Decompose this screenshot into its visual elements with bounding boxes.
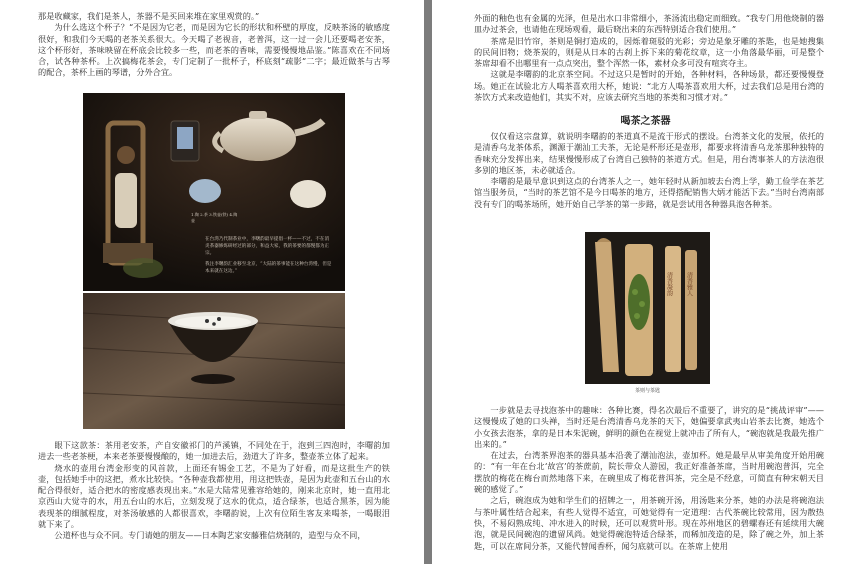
- bamboo-text-2: 清香雅人: [685, 272, 693, 296]
- photo-note: 1.陶 2.茶 3.铁壶(铁) 4.陶壶: [191, 212, 238, 223]
- photo-caption-line2: 我注李曙韵汇业移至北京，“大陆的茶事能在这种台湾慢，但是本来就在这边。”: [205, 262, 332, 274]
- blue-cup-icon: [189, 179, 221, 203]
- left-paragraph-top: 那是收藏家，我们是茶人，茶器不是买回来堆在家里观赏的。”: [38, 11, 260, 21]
- bamboo-photo-caption: 茶则与茶匙: [634, 388, 660, 394]
- bamboo-stick-icon: [685, 250, 697, 370]
- right-paragraph-1: 茶席是旧竹帘，茶则是铜打造成的，因烁着斑驳的光彩；旁边是象牙雕的茶匙，也是她搜集的民间旧物；烧茶炭的，则是从日本的古刹上拆下来的菊花纹章，这一小角落最华丽，可是整个茶席却看不出哪里有一点点突出，整个浑然一体，素材众多可没有喧宾夺主。: [474, 35, 824, 69]
- right-paragraph-6: 在过去，台湾茶界泡茶的器具基本沿袭了潮汕泡法，壶加杯。她是最早从审美角度开始用碗的：“有一年在台北‘故宫’的茶蔗前，院长带众人游园，我正好准备茶席，当时用碗泡普洱，完全摆放的梅花在梅台而然地落下来，在碗里成了梅花普洱茶，完全是不经意，可简直有种宋朝天目碗的感觉了。”: [474, 450, 824, 495]
- leaf-icon: [123, 258, 163, 278]
- right-paragraph-7: 之后，碗泡成为她和学生们的招牌之一，用茶碗开汤，用汤匙来分茶，她的办法是将碗泡法与茶叶属性结合起来，有些人觉得不适宜，可她觉得有一定道理：古代茶碗比较常用，因为散热快，不易闷熟成纯、冲水进入的时候，还可以观赏叶形。现在苏州地区的碧螺春还有延续用大碗泡，就是民间碗泡的遗留风尚。她觉得碗泡特适合绿茶，而稀加茂造的是，除了碗之外，加上茶匙，可以在席间分茶，又能代替闻香杯，闻匀底就可以。在茶席上使用: [474, 495, 824, 551]
- tea-bowl-photo: [83, 293, 345, 429]
- bamboo-utensils-photo: [585, 232, 710, 384]
- photo-caption: [205, 236, 333, 275]
- white-cup-icon: [290, 180, 326, 208]
- bamboo-spoon-icon: [665, 246, 681, 372]
- left-paragraph-3: 烧水的壶用台湾金形变的风首款，上面还有锡金工艺，不是为了好看，而是这批生产的铁壶，包括她手中的这把，煮水比较快。“各种壶我都使用，用这把铁壶，是因为此壶和五台山的水配合得很好，适合把水的密度感表现出来。”水是大陆常见雅容给她的，刚来北京时，她一直用北京西山大觉寺的水，用五台山的水后，立刻发现了这水的优点，适合绿茶，也适合黑茶，因为能表现茶的细腻程度，对茶汤敏感的人都很喜欢，李曙韵说，上次有位陌生客友来喝茶，一喝眼泪就下来了。: [38, 462, 390, 530]
- left-text-top: [38, 11, 390, 79]
- bamboo-text-1: 清香凝韵: [665, 272, 673, 296]
- photo-caption-line1: 在台湾乃代制茶业中，李曙韵最早提倡一杯——不过，不在消炎茶器修炼研经过的部分，和益大家，我的茶要的都慢都为正宗。: [205, 237, 330, 256]
- section-title: 喝茶之茶器: [620, 116, 671, 127]
- right-paragraph-4: 李曙韵是最早意识到这点的台湾茶人之一，她年轻时从新加坡去台湾上学，勤工俭学在茶艺馆当服务员，“当时的茶艺馆不是今日喝茶的地方，还得搭配销售大炳才能活下去。”当时台湾南部没有专门的喝茶场所，她开始自己学茶的第一步路，就是尝试用各种器具泡各种茶。: [474, 176, 824, 209]
- left-paragraph-4: 公道杯也与众不同。专门请她的朋友——日本陶艺家安藤雅信烧制的，造型与众不同，: [54, 530, 366, 541]
- right-text-bottom: [474, 405, 824, 552]
- page-gutter: [424, 0, 432, 564]
- tea-bowl-illustration: [83, 293, 345, 429]
- bamboo-utensils-illustration: [585, 232, 710, 384]
- left-paragraph-1: 为什么选这个杯子？“不是因为它老，而是因为它长的形状和杯壁的厚度，反映茶汤的敏感度很好，和我们今天喝的老茶关系很大。今天喝了老视音，老普洱，这一过一会儿还要喝老安茶，这个杯形好，茶味映留在杯底会比较多一些，而老茶的香味，需要慢慢地品鉴。”陈喜欢在不同场合，试各种茶杯。上次搞梅花茶会，专门定制了一批杯子，杯底刻“疏影”二字；最近做茶与古琴的配合，茶杯上画的琴谱，分外合宜。: [38, 22, 390, 78]
- left-paragraph-2: 眼下这款茶：茶用老安茶，产自安徽祁门的芦溪镇，不同处在于，泡到三四泡时，李曙韵加进去一些老茶梗，本来老茶要慢慢酿的，她一加进去后，劲道大了许多，整壶茶立体了起来。: [38, 440, 390, 462]
- teaware-photo: [83, 93, 345, 291]
- right-text-middle: [474, 131, 824, 210]
- right-paragraph-3: 仅仅看这宗盘算，就说明李曙韵的茶道真不是流于形式的摆设。台湾茶文化的发展，依托的是清香乌龙茶体系，渊源于潮汕工夫茶，无论是杯形还是壶形，都要求将清香乌龙茶那种独特的香味充分发挥出来，结果慢慢形成了台湾自己独特的茶道方式。但是，用台湾事茶人的方法泡很多别的地区茶，未必就适合。: [474, 131, 824, 175]
- right-paragraph-5: 一步就是去寻找泡茶中的趣味：各种比赛，得名次最后不重要了，讲究的是“挑战评审”——这慢慢成了她的口头禅，当时还是台湾清香乌龙茶的天下，她偏要拿武夷山岩茶去比赛，她选个小女孩去泡茶，拿的是日本朱泥碗，鲜明的颜色在视觉上就冲击了所有人，“碗泡就是我最先推广出来的。”: [474, 405, 824, 449]
- right-paragraph-2: 这就是李曙韵的北京茶空间。不过这只是暂时的开始，各种材料，各种场景，都还要慢慢登场。她正在试验北方人喝茶喜欢用大杯，她说：“北方人喝茶喜欢用大杯，过去我们总是用台湾的茶饮方式来改造他们，其实不对，应该去研究当地的茶类和习惯才对。”: [474, 69, 824, 103]
- left-text-bottom: [38, 440, 390, 542]
- right-text-top: [474, 13, 824, 103]
- right-paragraph-top: 外面的釉色也有金属的光泽，但是出水口非常细小，茶汤流出稳定而细致。“我专门用他烧制的器皿办过茶会，也请他在现场观看，最后晓出来的东西特别适合我们使用。”: [474, 13, 824, 35]
